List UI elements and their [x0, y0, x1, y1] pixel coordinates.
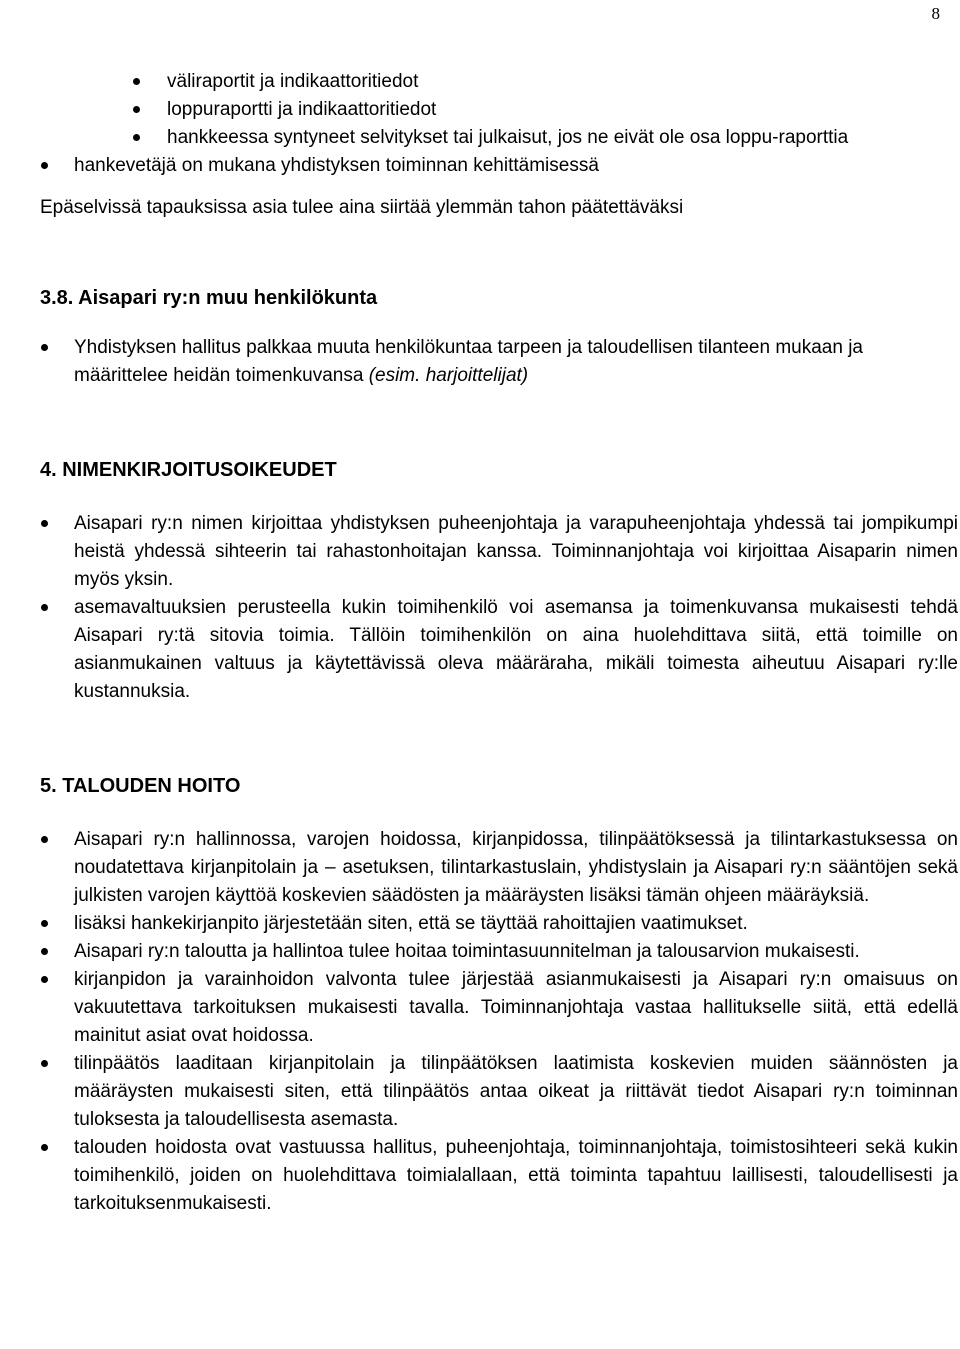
list-item-text: Yhdistyksen hallitus palkkaa muuta henkilökuntaa tarpeen ja taloudellisen tilanteen mukaan ja määrittelee heidän toimenkuvansa — [74, 337, 864, 386]
list-item: Aisapari ry:n hallinnossa, varojen hoidossa, kirjanpidossa, tilinpäätöksessä ja tilintarkastuksessa on noudatettava kirjanpitolain ja – asetuksen, tilintarkastuslain, yhdistyslain ja Aisapari ry:n sääntöjen sekä julkisten varojen käyttöä koskevien säädösten ja määräysten lisäksi tämän ohjeen määräyksiä. — [40, 826, 958, 910]
list-item: väliraportit ja indikaattoritiedot — [133, 68, 958, 96]
escalation-note: Epäselvissä tapauksissa asia tulee aina siirtää ylemmän tahon päätettäväksi — [40, 197, 684, 218]
section-heading-3-8: 3.8. Aisapari ry:n muu henkilökunta — [40, 287, 378, 309]
list-item: Aisapari ry:n taloutta ja hallintoa tulee hoitaa toimintasuunnitelman ja talousarvion mukaisesti. — [40, 938, 958, 966]
section-heading-4: 4. NIMENKIRJOITUSOIKEUDET — [40, 459, 337, 481]
list-item: Aisapari ry:n nimen kirjoittaa yhdistyksen puheenjohtaja ja varapuheenjohtaja yhdessä tai jompikumpi heistä yhdessä sihteerin tai rahastonhoitajan kanssa. Toiminnanjohtaja voi kirjoittaa Aisaparin nimen myös yksin. — [40, 510, 958, 594]
document-body — [40, 68, 958, 1218]
list-item — [40, 334, 958, 390]
section-3-8-list — [40, 334, 958, 390]
list-item: tilinpäätös laaditaan kirjanpitolain ja tilinpäätöksen laatimista koskevien muiden säännösten ja määräysten mukaisesti siten, että tilinpäätös antaa oikeat ja riittävät tiedot Aisapari ry:n toiminnan tuloksesta ja taloudellisesta asemasta. — [40, 1050, 958, 1134]
list-item: hankkeessa syntyneet selvitykset tai julkaisut, jos ne eivät ole osa loppu-raporttia — [133, 124, 958, 152]
section-5-list — [40, 826, 958, 1218]
list-item: lisäksi hankekirjanpito järjestetään siten, että se täyttää rahoittajien vaatimukset. — [40, 910, 958, 938]
list-item: asemavaltuuksien perusteella kukin toimihenkilö voi asemansa ja toimenkuvansa mukaisesti tehdä Aisapari ry:tä sitovia toimia. Tällöin toimihenkilön on aina huolehdittava siitä, että toimille on asianmukainen valtuus ja käytettävissä oleva määräraha, mikäli toimesta aiheutuu Aisapari ry:lle kustannuksia. — [40, 594, 958, 706]
intro-list — [40, 152, 958, 180]
list-item: loppuraportti ja indikaattoritiedot — [133, 96, 958, 124]
list-item: kirjanpidon ja varainhoidon valvonta tulee järjestää asianmukaisesti ja Aisapari ry:n omaisuus on vakuutettava tarkoituksen mukaisesti tavalla. Toiminnanjohtaja vastaa hallitukselle siitä, että edellä mainitut asiat ovat hoidossa. — [40, 966, 958, 1050]
page-number: 8 — [931, 4, 940, 23]
intro-nested-list — [40, 68, 958, 152]
list-item: hankevetäjä on mukana yhdistyksen toiminnan kehittämisessä — [40, 152, 958, 180]
section-heading-5: 5. TALOUDEN HOITO — [40, 775, 241, 797]
section-4-list — [40, 510, 958, 706]
list-item-example: (esim. harjoittelijat) — [368, 365, 529, 386]
list-item: talouden hoidosta ovat vastuussa hallitus, puheenjohtaja, toiminnanjohtaja, toimistosihteeri sekä kukin toimihenkilö, joiden on huolehdittava toimialallaan, että toiminta tapahtuu laillisesti, taloudellisesti ja tarkoituksenmukaisesti. — [40, 1134, 958, 1218]
